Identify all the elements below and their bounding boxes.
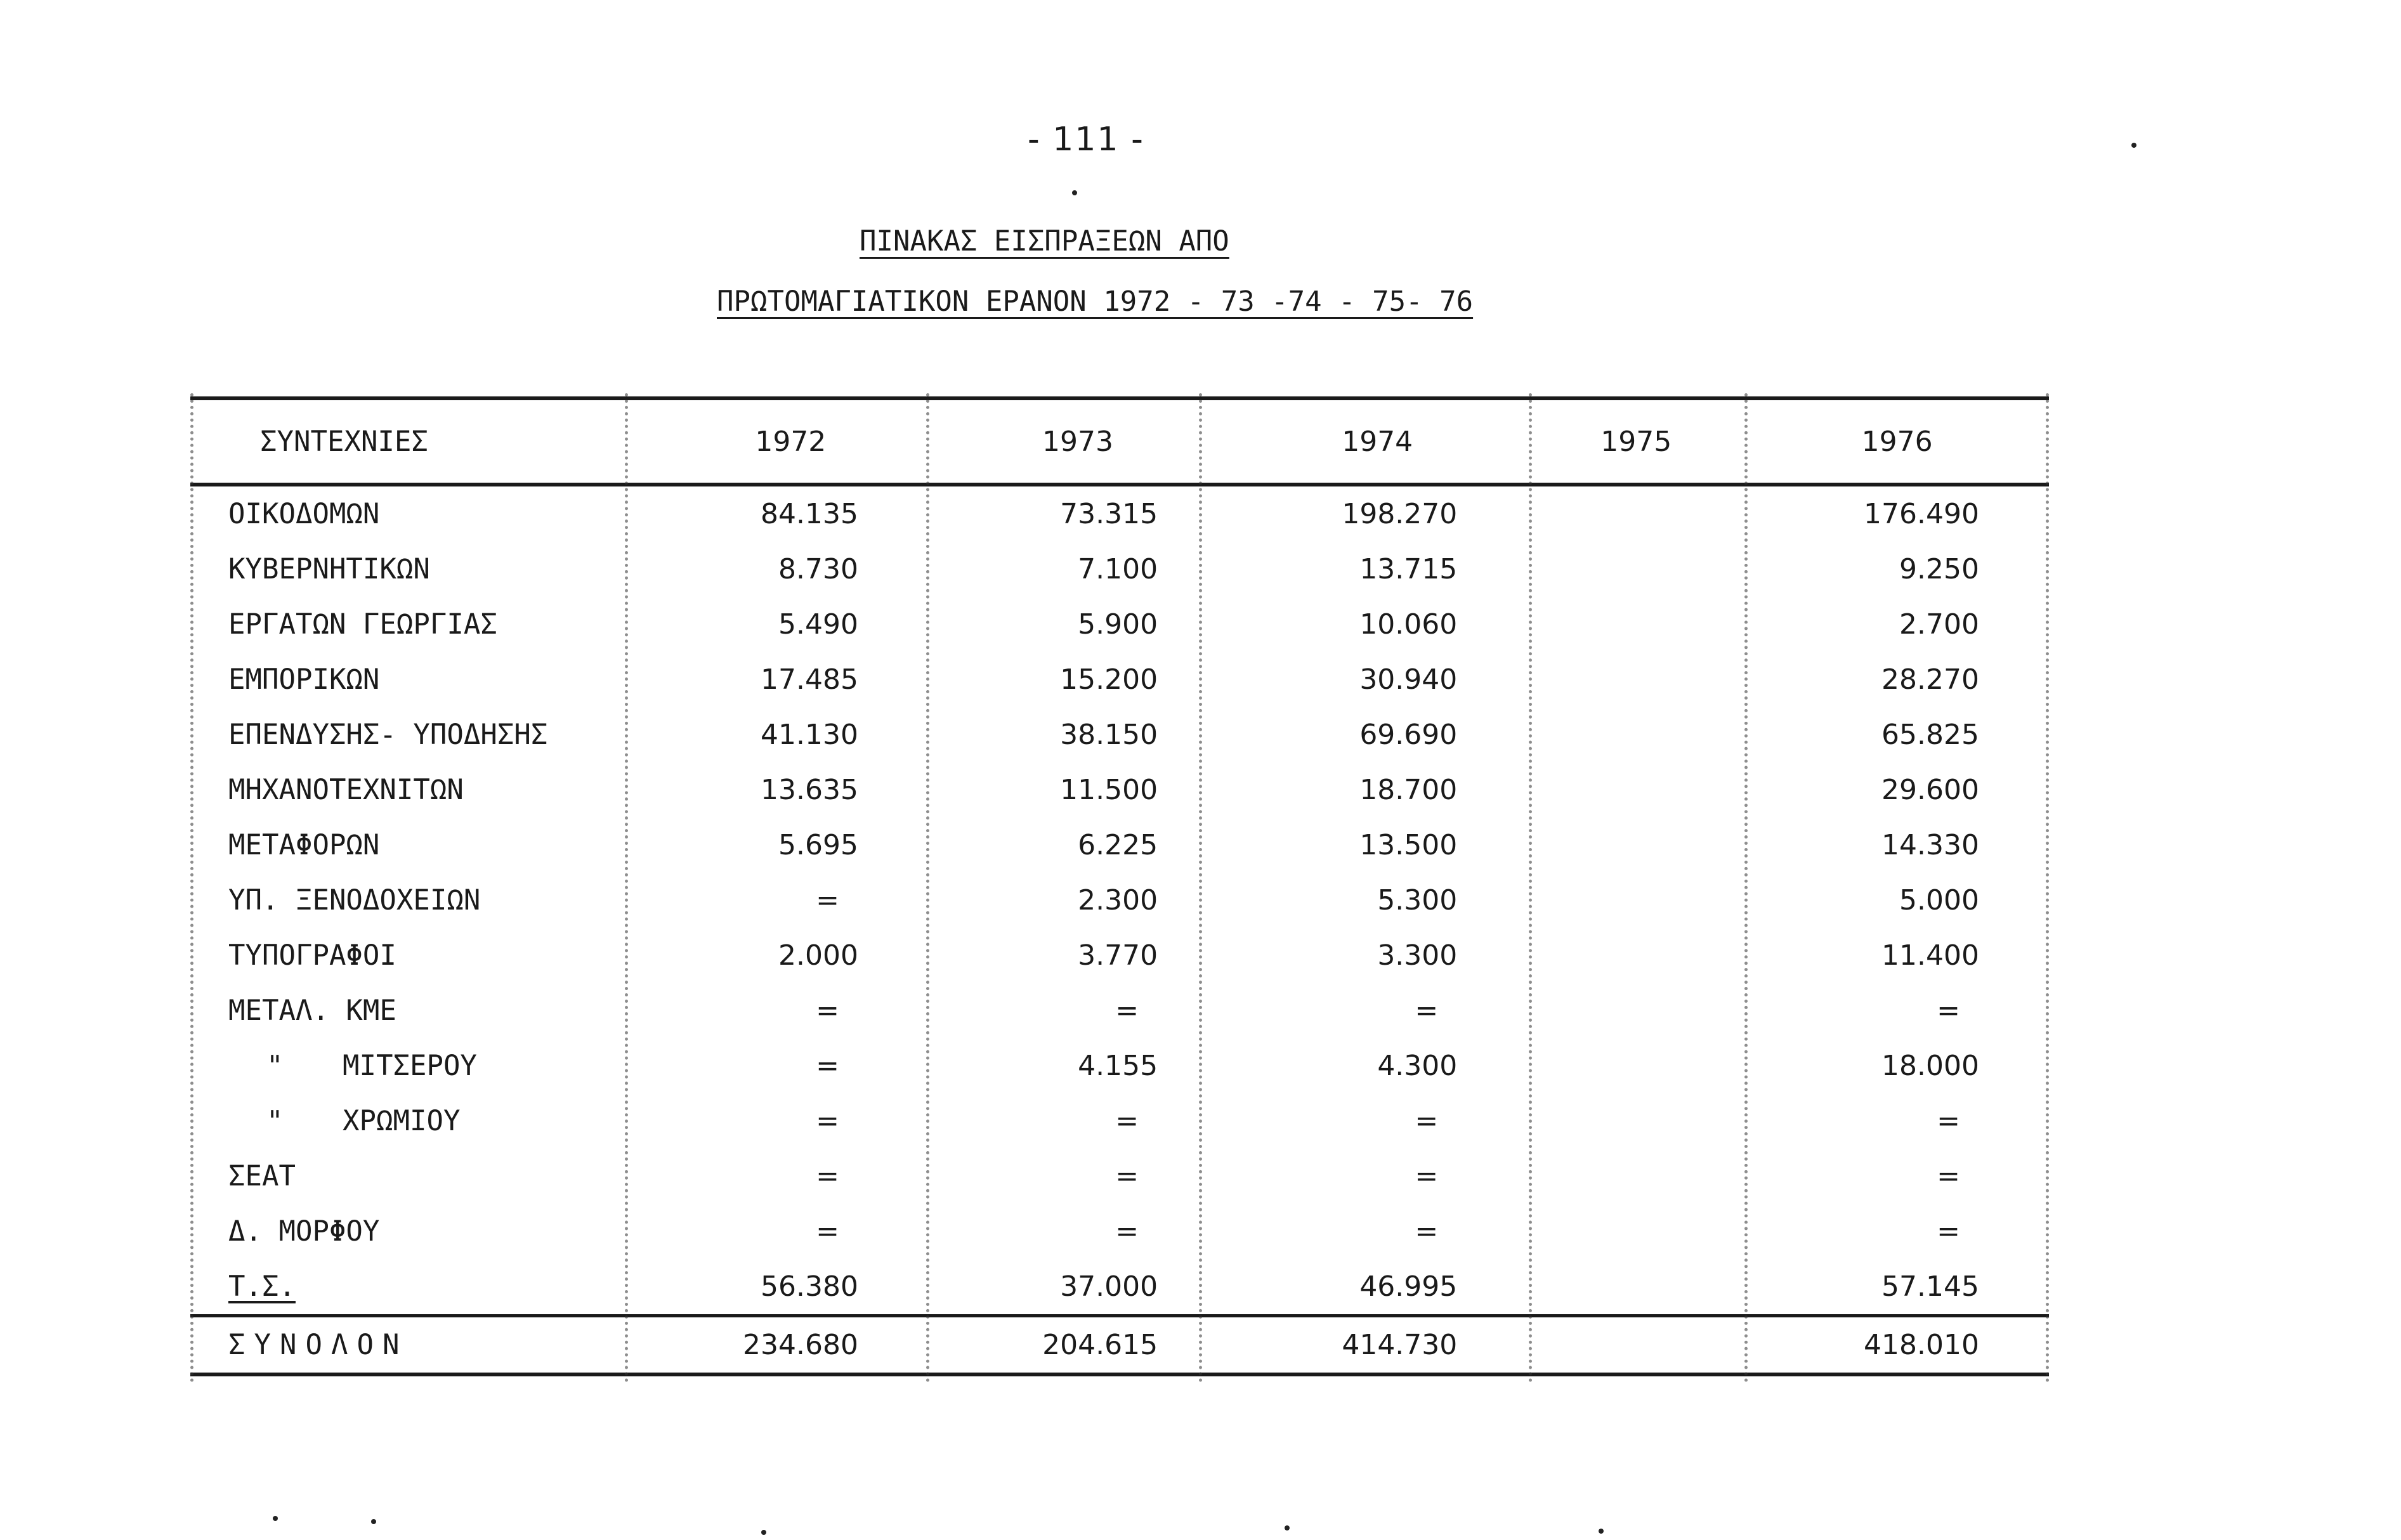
cell-1976: 176.490 (1864, 498, 1979, 530)
cell-1975 (1527, 873, 1745, 928)
cell-1973: 4.155 (1078, 1050, 1158, 1082)
cell-1975 (1527, 707, 1745, 762)
cell-1972: = (816, 1105, 839, 1137)
subtotal-1974: 46.995 (1227, 1259, 1527, 1316)
scan-speck (2131, 143, 2136, 148)
subtotal-1973: 37.000 (928, 1259, 1227, 1316)
cell-1972: 5.490 (778, 608, 858, 641)
table-title-line-1: ΠΙΝΑΚΑΣ ΕΙΣΠΡΑΞΕΩΝ ΑΠΟ (860, 225, 1229, 258)
cell-1973: 73.315 (1060, 498, 1158, 530)
cell-1973: 38.150 (1060, 719, 1158, 751)
row-label: ΤΥΠΟΓΡΑΦΟΙ (228, 939, 396, 972)
cell-1975 (1527, 928, 1745, 983)
header-1975: 1975 (1527, 398, 1745, 485)
row-label: ΚΥΒΕΡΝΗΤΙΚΩΝ (228, 553, 430, 585)
cell-1976: 18.000 (1881, 1050, 1979, 1082)
cell-1974: 13.500 (1359, 829, 1458, 861)
scan-speck (273, 1516, 278, 1521)
total-row (190, 1316, 2049, 1375)
cell-1976: 65.825 (1881, 719, 1979, 751)
table-row (190, 652, 2049, 707)
subtotal-label: Τ.Σ. (190, 1259, 653, 1316)
scan-speck (1599, 1529, 1604, 1534)
row-label: ΜΕΤΑΛ. ΚΜΕ (228, 995, 396, 1027)
cell-1973: 7.100 (1078, 553, 1158, 585)
cell-1972: = (816, 1050, 839, 1082)
row-label: Δ. ΜΟΡΦΟΥ (228, 1215, 380, 1248)
cell-1974: 5.300 (1377, 884, 1458, 917)
cell-1974: 4.300 (1377, 1050, 1458, 1082)
ditto-mark: " (266, 1105, 284, 1137)
cell-1976: 28.270 (1881, 663, 1979, 696)
column-separator (625, 393, 628, 1383)
cell-1975 (1527, 818, 1745, 873)
cell-1974: 198.270 (1342, 498, 1458, 530)
table-row (190, 1038, 2049, 1093)
cell-1973: 6.225 (1078, 829, 1158, 861)
cell-1975 (1527, 1038, 1745, 1093)
cell-1973: 15.200 (1060, 663, 1158, 696)
scan-speck (371, 1519, 376, 1524)
table-row (190, 597, 2049, 652)
header-unions: ΣΥΝΤΕΧΝΙΕΣ (190, 398, 653, 485)
page-number: - 111 - (1028, 121, 1144, 159)
subtotal-1975 (1527, 1259, 1745, 1316)
cell-1973: 11.500 (1060, 774, 1158, 806)
table-row (190, 983, 2049, 1038)
cell-1974: 30.940 (1359, 663, 1458, 696)
cell-1973: = (1115, 1160, 1139, 1192)
cell-1976: 5.000 (1899, 884, 1979, 917)
cell-1974: 3.300 (1377, 939, 1458, 972)
row-label: ΣΕΑΤ (228, 1160, 296, 1192)
cell-1972: 84.135 (761, 498, 858, 530)
cell-1972: 41.130 (761, 719, 858, 751)
cell-1974: 18.700 (1359, 774, 1458, 806)
cell-1972: = (816, 995, 839, 1027)
column-separator (926, 393, 929, 1383)
table-body (190, 485, 2049, 1259)
table-row (190, 1149, 2049, 1204)
total-1972: 234.680 (653, 1316, 928, 1375)
cell-1973: = (1115, 1215, 1139, 1248)
cell-1976: = (1937, 995, 1960, 1027)
cell-1976: = (1937, 1105, 1960, 1137)
cell-1976: 14.330 (1881, 829, 1979, 861)
cell-1973: 5.900 (1078, 608, 1158, 641)
row-label: ΟΙΚΟΔΟΜΩΝ (228, 498, 380, 530)
cell-1975 (1527, 762, 1745, 818)
cell-1972: 5.695 (778, 829, 858, 861)
header-1973: 1973 (928, 398, 1227, 485)
cell-1974: = (1415, 1105, 1439, 1137)
column-separator (2046, 393, 2049, 1383)
cell-1972: = (816, 1215, 839, 1248)
cell-1975 (1527, 542, 1745, 597)
total-label: ΣΥΝΟΛΟΝ (190, 1316, 653, 1375)
column-separator (190, 393, 193, 1383)
total-1976: 418.010 (1745, 1316, 2049, 1375)
row-label: ΕΠΕΝΔΥΣΗΣ- ΥΠΟΔΗΣΗΣ (228, 719, 548, 751)
table-row (190, 873, 2049, 928)
cell-1972: = (816, 884, 839, 917)
cell-1972: 13.635 (761, 774, 858, 806)
cell-1972: 17.485 (761, 663, 858, 696)
table-row (190, 485, 2049, 542)
cell-1976: 2.700 (1899, 608, 1979, 641)
cell-1976: 11.400 (1881, 939, 1979, 972)
ditto-mark: " (266, 1050, 284, 1082)
cell-1975 (1527, 1204, 1745, 1259)
cell-1976: = (1937, 1215, 1960, 1248)
cell-1975 (1527, 597, 1745, 652)
cell-1974: 13.715 (1359, 553, 1458, 585)
table-row (190, 762, 2049, 818)
cell-1976: 29.600 (1881, 774, 1979, 806)
column-separator (1199, 393, 1202, 1383)
header-1976: 1976 (1745, 398, 2049, 485)
row-label: ΕΡΓΑΤΩΝ ΓΕΩΡΓΙΑΣ (228, 608, 497, 641)
row-label-text: ΧΡΩΜΙΟΥ (343, 1105, 461, 1137)
cell-1974: 10.060 (1359, 608, 1458, 641)
cell-1974: = (1415, 1160, 1439, 1192)
table-title-line-2: ΠΡΩΤΟΜΑΓΙΑΤΙΚΟΝ ΕΡΑΝΟΝ 1972 - 73 -74 - 75- 76 (717, 285, 1474, 318)
cell-1973: = (1115, 1105, 1139, 1137)
table-row (190, 1093, 2049, 1149)
cell-1974: = (1415, 1215, 1439, 1248)
cell-1975 (1527, 983, 1745, 1038)
row-label: ΜΕΤΑΦΟΡΩΝ (228, 829, 380, 861)
row-label-text: ΜΙΤΣΕΡΟΥ (343, 1050, 477, 1082)
cell-1973: 3.770 (1078, 939, 1158, 972)
cell-1975 (1527, 1093, 1745, 1149)
total-1975 (1527, 1316, 1745, 1375)
table-row (190, 818, 2049, 873)
column-separator (1744, 393, 1748, 1383)
row-label: ΜΗΧΑΝΟΤΕΧΝΙΤΩΝ (228, 774, 464, 806)
total-1974: 414.730 (1227, 1316, 1527, 1375)
table-row (190, 542, 2049, 597)
cell-1974: 69.690 (1359, 719, 1458, 751)
row-label: ΕΜΠΟΡΙΚΩΝ (228, 663, 380, 696)
subtotal-1976: 57.145 (1745, 1259, 2049, 1316)
cell-1973: 2.300 (1078, 884, 1158, 917)
cell-1972: 2.000 (778, 939, 858, 972)
table-row (190, 707, 2049, 762)
cell-1972: = (816, 1160, 839, 1192)
table-row (190, 1204, 2049, 1259)
cell-1974: = (1415, 995, 1439, 1027)
row-label (190, 1038, 653, 1093)
header-1972: 1972 (653, 398, 928, 485)
cell-1976: 9.250 (1899, 553, 1979, 585)
subtotal-1972: 56.380 (653, 1259, 928, 1316)
scan-speck (1285, 1525, 1290, 1530)
cell-1972: 8.730 (778, 553, 858, 585)
column-separator (1529, 393, 1532, 1383)
cell-1973: = (1115, 995, 1139, 1027)
table-row (190, 928, 2049, 983)
scan-speck (761, 1530, 766, 1535)
header-1974: 1974 (1227, 398, 1527, 485)
cell-1975 (1527, 652, 1745, 707)
total-1973: 204.615 (928, 1316, 1227, 1375)
cell-1975 (1527, 485, 1745, 542)
row-label (190, 1093, 653, 1149)
table-header-row (190, 398, 2049, 485)
scan-speck (1072, 190, 1077, 195)
receipts-table (190, 396, 2049, 1376)
subtotal-row (190, 1259, 2049, 1316)
row-label: ΥΠ. ΞΕΝΟΔΟΧΕΙΩΝ (228, 884, 481, 917)
cell-1975 (1527, 1149, 1745, 1204)
cell-1976: = (1937, 1160, 1960, 1192)
